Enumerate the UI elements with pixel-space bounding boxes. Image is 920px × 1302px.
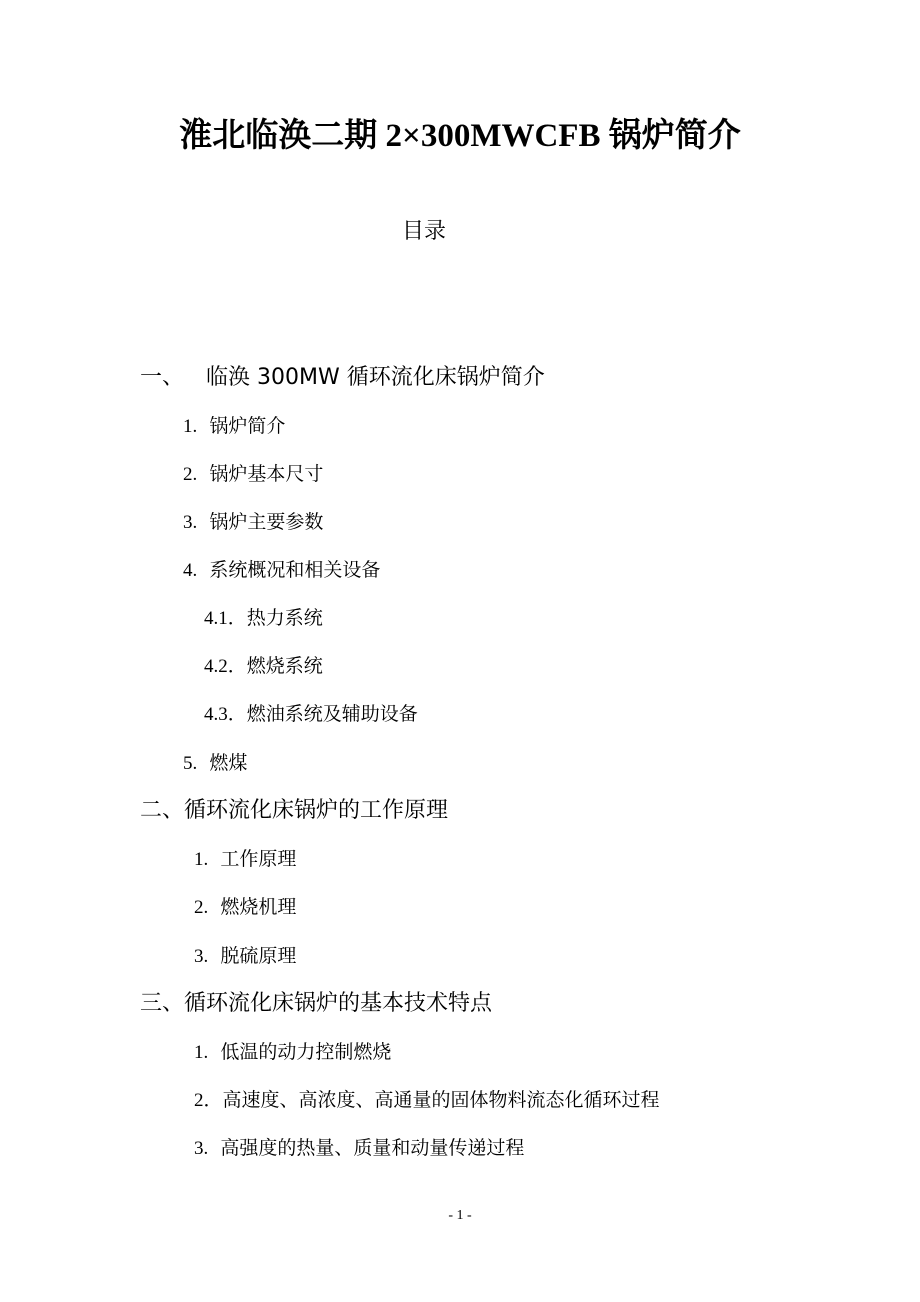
toc-item-number: 4.3．	[204, 704, 247, 725]
toc-item-number: 2．	[194, 1090, 223, 1111]
toc-section-number: 一、	[140, 365, 185, 390]
toc-section-3[interactable]	[140, 988, 492, 1020]
toc-item-label: 热力系统	[246, 607, 323, 629]
toc-item-2-2[interactable]	[194, 891, 296, 924]
toc-section-label: 循环流化床锅炉的工作原理	[184, 798, 449, 823]
toc-item-1-5[interactable]	[183, 747, 247, 780]
toc-item-label: 系统概况和相关设备	[209, 559, 381, 581]
toc-item-1-4-3[interactable]	[204, 698, 418, 731]
toc-item-3-1[interactable]	[194, 1036, 391, 1069]
toc-item-label: 工作原理	[220, 848, 297, 870]
toc-item-number: 4.2．	[204, 656, 247, 677]
toc-item-3-3[interactable]	[194, 1132, 524, 1165]
toc-item-number: 3.	[194, 1138, 209, 1159]
toc-section-number: 三、	[140, 991, 185, 1016]
toc-item-1-4[interactable]	[183, 554, 380, 587]
toc-item-1-1[interactable]	[183, 410, 285, 443]
toc-item-label: 锅炉简介	[209, 415, 286, 437]
toc-item-1-2[interactable]	[183, 458, 323, 491]
toc-item-1-4-2[interactable]	[204, 650, 323, 683]
toc-item-number: 4.	[183, 560, 198, 581]
toc-item-number: 1.	[194, 1042, 209, 1063]
toc-item-label: 燃油系统及辅助设备	[246, 703, 418, 725]
toc-heading: 目录	[401, 219, 446, 244]
toc-section-label: 临涣 300MW 循环流化床锅炉简介	[206, 365, 545, 390]
toc-section-number: 二、	[140, 798, 185, 823]
toc-item-label: 锅炉主要参数	[209, 511, 324, 533]
document-title: 淮北临涣二期 2×300MWCFB 锅炉简介	[179, 118, 741, 154]
toc-item-number: 2.	[194, 897, 209, 918]
toc-item-number: 3.	[183, 512, 198, 533]
toc-item-label: 锅炉基本尺寸	[209, 463, 324, 485]
toc-item-label: 脱硫原理	[220, 945, 297, 967]
toc-section-label: 循环流化床锅炉的基本技术特点	[184, 991, 493, 1016]
toc-item-label: 高强度的热量、质量和动量传递过程	[220, 1137, 525, 1159]
toc-item-number: 1.	[183, 416, 198, 437]
toc-item-label: 燃煤	[209, 752, 248, 774]
toc-item-3-2[interactable]	[194, 1084, 660, 1117]
toc-item-number: 5.	[183, 753, 198, 774]
toc-item-label: 高速度、高浓度、高通量的固体物料流态化循环过程	[222, 1089, 660, 1111]
toc-item-number: 1.	[194, 849, 209, 870]
toc-section-1[interactable]	[140, 362, 545, 394]
toc-item-1-3[interactable]	[183, 506, 323, 539]
toc-item-2-1[interactable]	[194, 843, 296, 876]
toc-item-2-3[interactable]	[194, 940, 296, 973]
toc-item-number: 2.	[183, 464, 198, 485]
toc-item-label: 低温的动力控制燃烧	[220, 1041, 392, 1063]
toc-section-2[interactable]	[140, 795, 448, 827]
toc-item-number: 4.1．	[204, 608, 247, 629]
toc-item-label: 燃烧机理	[220, 896, 297, 918]
toc-item-label: 燃烧系统	[246, 655, 323, 677]
toc-item-1-4-1[interactable]	[204, 602, 323, 635]
toc-item-number: 3.	[194, 946, 209, 967]
page-number: - 1 -	[448, 1208, 472, 1223]
